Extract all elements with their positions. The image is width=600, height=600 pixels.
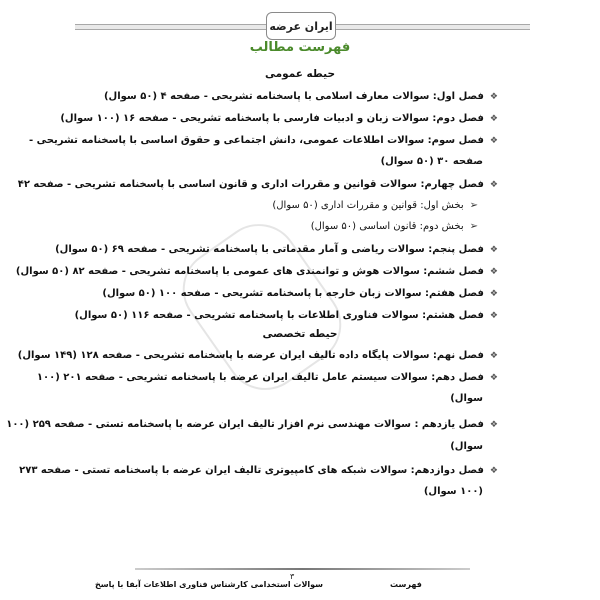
toc-entry[interactable]: ❖فصل پنجم: سوالات ریاضی و آمار مقدماتی با پاسخنامه تشریحی - صفحه ۶۹ (۵۰ سوال) xyxy=(55,244,498,255)
diamond-bullet-icon: ❖ xyxy=(489,245,498,255)
brand-logo xyxy=(266,12,336,40)
diamond-bullet-icon: ❖ xyxy=(489,180,498,190)
diamond-bullet-icon: ❖ xyxy=(489,289,498,299)
toc-entry[interactable]: ❖فصل دوازدهم: سوالات شبکه های کامپیوتری تالیف ایران عرضه با پاسخنامه تستی - صفحه ۲۷۳ xyxy=(19,465,498,476)
toc-entry[interactable]: ❖فصل اول: سوالات معارف اسلامی با پاسخنامه تشریحی - صفحه ۴ (۵۰ سوال) xyxy=(103,91,498,102)
footer-book-title: سوالات استخدامی کارشناس فناوری اطلاعات آبفا با پاسخ xyxy=(95,580,324,589)
diamond-bullet-icon: ❖ xyxy=(489,136,498,146)
diamond-bullet-icon: ❖ xyxy=(489,351,498,361)
diamond-bullet-icon: ❖ xyxy=(489,466,498,476)
diamond-bullet-icon: ❖ xyxy=(489,114,498,124)
toc-entry-continuation: صفحه ۳۰ (۵۰ سوال) xyxy=(380,156,483,167)
diamond-bullet-icon: ❖ xyxy=(489,420,498,430)
toc-entry[interactable]: ❖فصل چهارم: سوالات قوانین و مقررات اداری و قانون اساسی با پاسخنامه تشریحی - صفحه ۴۲ xyxy=(17,179,498,190)
toc-entry[interactable]: ❖فصل نهم: سوالات پایگاه داده تالیف ایران عرضه با پاسخنامه تشریحی - صفحه ۱۲۸ (۱۴۹ سوال) xyxy=(17,350,498,361)
footer-section-label: فهرست xyxy=(390,580,422,589)
toc-entry[interactable]: ❖فصل سوم: سوالات اطلاعات عمومی، دانش اجتماعی و حقوق اساسی با پاسخنامه تشریحی - xyxy=(28,135,498,146)
toc-subentry[interactable]: ➢بخش دوم: قانون اساسی (۵۰ سوال) xyxy=(310,221,478,232)
toc-subentry[interactable]: ➢بخش اول: قوانین و مقررات اداری (۵۰ سوال) xyxy=(272,200,478,211)
toc-entry[interactable]: ❖فصل دهم: سوالات سیستم عامل تالیف ایران عرضه با پاسخنامه تشریحی - صفحه ۲۰۱ (۱۰۰ xyxy=(36,372,498,383)
toc-entry[interactable]: ❖فصل ششم: سوالات هوش و توانمندی های عمومی با پاسخنامه تشریحی - صفحه ۸۲ (۵۰ سوال) xyxy=(15,266,498,277)
page-number: ۳ xyxy=(290,572,295,581)
arrow-bullet-icon: ➢ xyxy=(469,200,478,211)
diamond-bullet-icon: ❖ xyxy=(489,92,498,102)
logo-text: ایران عرضه xyxy=(269,19,333,33)
diamond-bullet-icon: ❖ xyxy=(489,311,498,321)
page-title: فهرست مطالب xyxy=(249,40,351,55)
toc-entry[interactable]: ❖فصل هشتم: سوالات فناوری اطلاعات با پاسخنامه تشریحی - صفحه ۱۱۶ (۵۰ سوال) xyxy=(74,310,498,321)
section-heading-general: حیطه عمومی xyxy=(264,68,336,80)
section-heading-specialized: حیطه تخصصی xyxy=(262,328,338,340)
diamond-bullet-icon: ❖ xyxy=(489,267,498,277)
toc-entry[interactable]: ❖فصل هفتم: سوالات زبان خارجه با پاسخنامه تشریحی - صفحه ۱۰۰ (۵۰ سوال) xyxy=(102,288,498,299)
toc-entry-continuation: سوال) xyxy=(450,441,483,452)
toc-entry[interactable]: ❖فصل یازدهم : سوالات مهندسی نرم افزار تالیف ایران عرضه با پاسخنامه تستی - صفحه ۲۵۹ (۱۰۰ xyxy=(6,419,498,430)
diamond-bullet-icon: ❖ xyxy=(489,373,498,383)
toc-entry-continuation: سوال) xyxy=(450,393,483,404)
toc-entry[interactable]: ❖فصل دوم: سوالات زبان و ادبیات فارسی با پاسخنامه تشریحی - صفحه ۱۶ (۱۰۰ سوال) xyxy=(60,113,498,124)
arrow-bullet-icon: ➢ xyxy=(469,221,478,232)
toc-entry-continuation: (۱۰۰ سوال) xyxy=(423,486,483,497)
footer-rule xyxy=(135,568,470,570)
